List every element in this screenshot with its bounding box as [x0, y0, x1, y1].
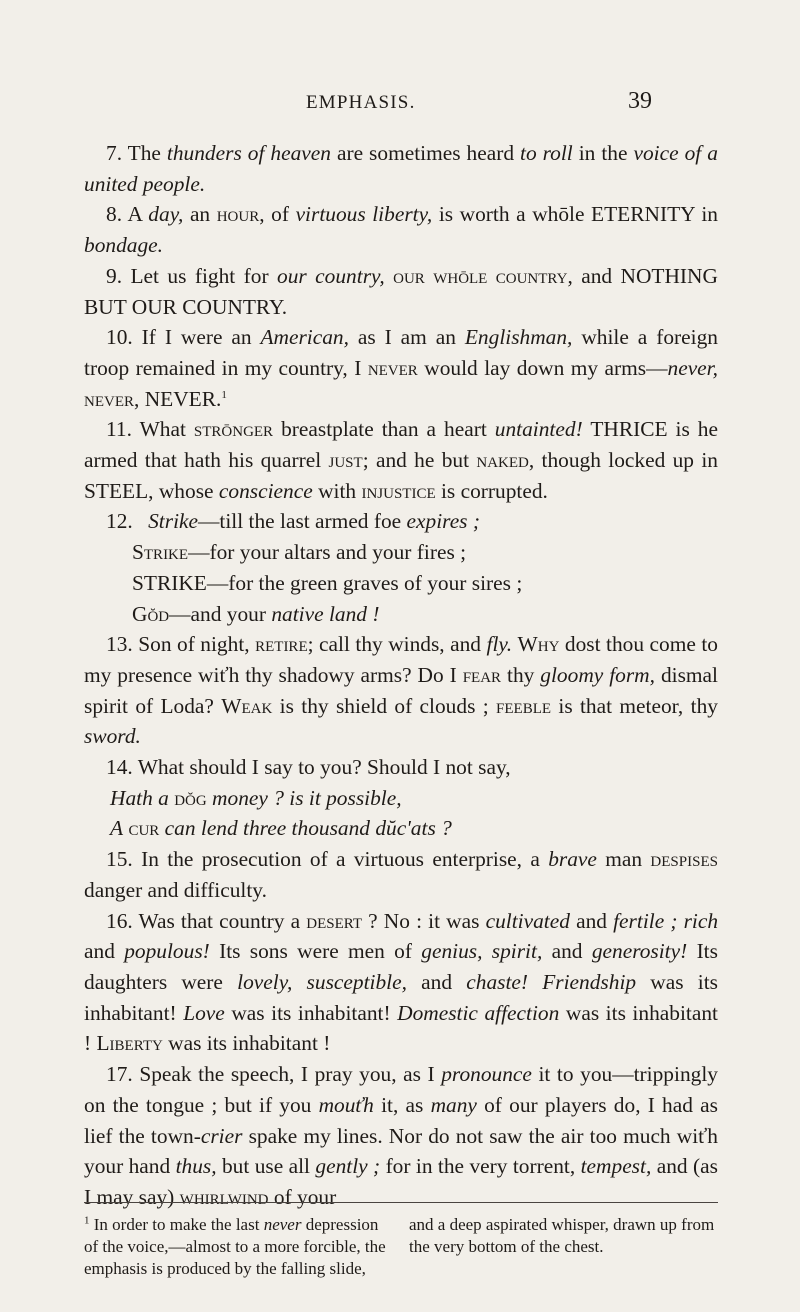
paragraph-16: 16. Was that country a desert ? No : it was cultivated and fertile ; rich and populous! Its sons were men of genius, spirit, and generosity! Its daughters were lovely, susceptible, and chaste! Friendship was its inhabitant! Love was its inhabitant! Domestic affection was its inhabitant ! Liberty was its inhabitant !	[84, 908, 719, 1056]
paragraph-9: 9. Let us fight for our country, our whōle country, and NOTHING BUT OUR COUNTRY.	[84, 263, 718, 319]
verse-line: Gŏd—and your native land !	[132, 601, 380, 626]
body-text	[84, 138, 718, 1213]
paragraph-12: 12. Strike—till the last armed foe expires ;	[106, 509, 480, 534]
page-number: 39	[628, 88, 652, 114]
footnote-divider	[84, 1202, 718, 1203]
verse-line: Strike—for your altars and your fires ;	[132, 540, 467, 565]
paragraph-17: 17. Speak the speech, I pray you, as I pronounce it to you—trippingly on the tongue ; but if you mouťh it, as many of our players do, I had as lief the town-crier spake my lines. Nor do not saw the air too much wiťh your hand thus, but use all gently ; for in the very torrent, tempest, and (as I may say) whirlwind of your	[84, 1062, 718, 1209]
running-title: EMPHASIS.	[306, 92, 416, 113]
paragraph-7: 7. The thunders of heaven are sometimes heard to roll in the voice of a united people.	[84, 141, 718, 196]
footnote-reference: 1	[221, 388, 227, 401]
verse-line: A cur can lend three thousand dŭc'ats ?	[110, 816, 452, 841]
verse-line: STRIKE—for the green graves of your sires ;	[132, 570, 523, 595]
paragraph-8: 8. A day, an hour, of virtuous liberty, is worth a whōle ETERNITY in bondage.	[84, 202, 718, 258]
paragraph-13: 13. Son of night, retire; call thy winds, and fly. Why dost thou come to my presence wiťh thy shadowy arms? Do I fear thy gloomy form, dismal spirit of Loda? Weak is thy shield of clouds ; feeble is that meteor, thy sword.	[84, 632, 718, 749]
paragraph-15: 15. In the prosecution of a virtuous enterprise, a brave man despises danger and difficulty.	[84, 847, 718, 902]
verse-line: Hath a dŏg money ? is it possible,	[110, 785, 402, 810]
paragraph-10: 10. If I were an American, as I am an Englishman, while a foreign troop remained in my country, I never would lay down my arms—never, never, NEVER.$^1$	[84, 325, 718, 411]
footnote-text: $^1$ In order to make the last never depression of the voice,—almost to a more forcible, the emphasis is produced by the falling slide, and a deep aspirated whisper, drawn up from the very bottom of the chest.	[84, 1214, 715, 1278]
page-header	[0, 88, 800, 118]
paragraph-14: 14. What should I say to you? Should I not say,	[106, 755, 511, 780]
paragraph-11: 11. What strōnger breastplate than a heart untainted! THRICE is he armed that hath his quarrel just; and he but naked, though locked up in STEEL, whose conscience with injustice is corrupted.	[84, 417, 718, 503]
footnote	[84, 1214, 718, 1280]
